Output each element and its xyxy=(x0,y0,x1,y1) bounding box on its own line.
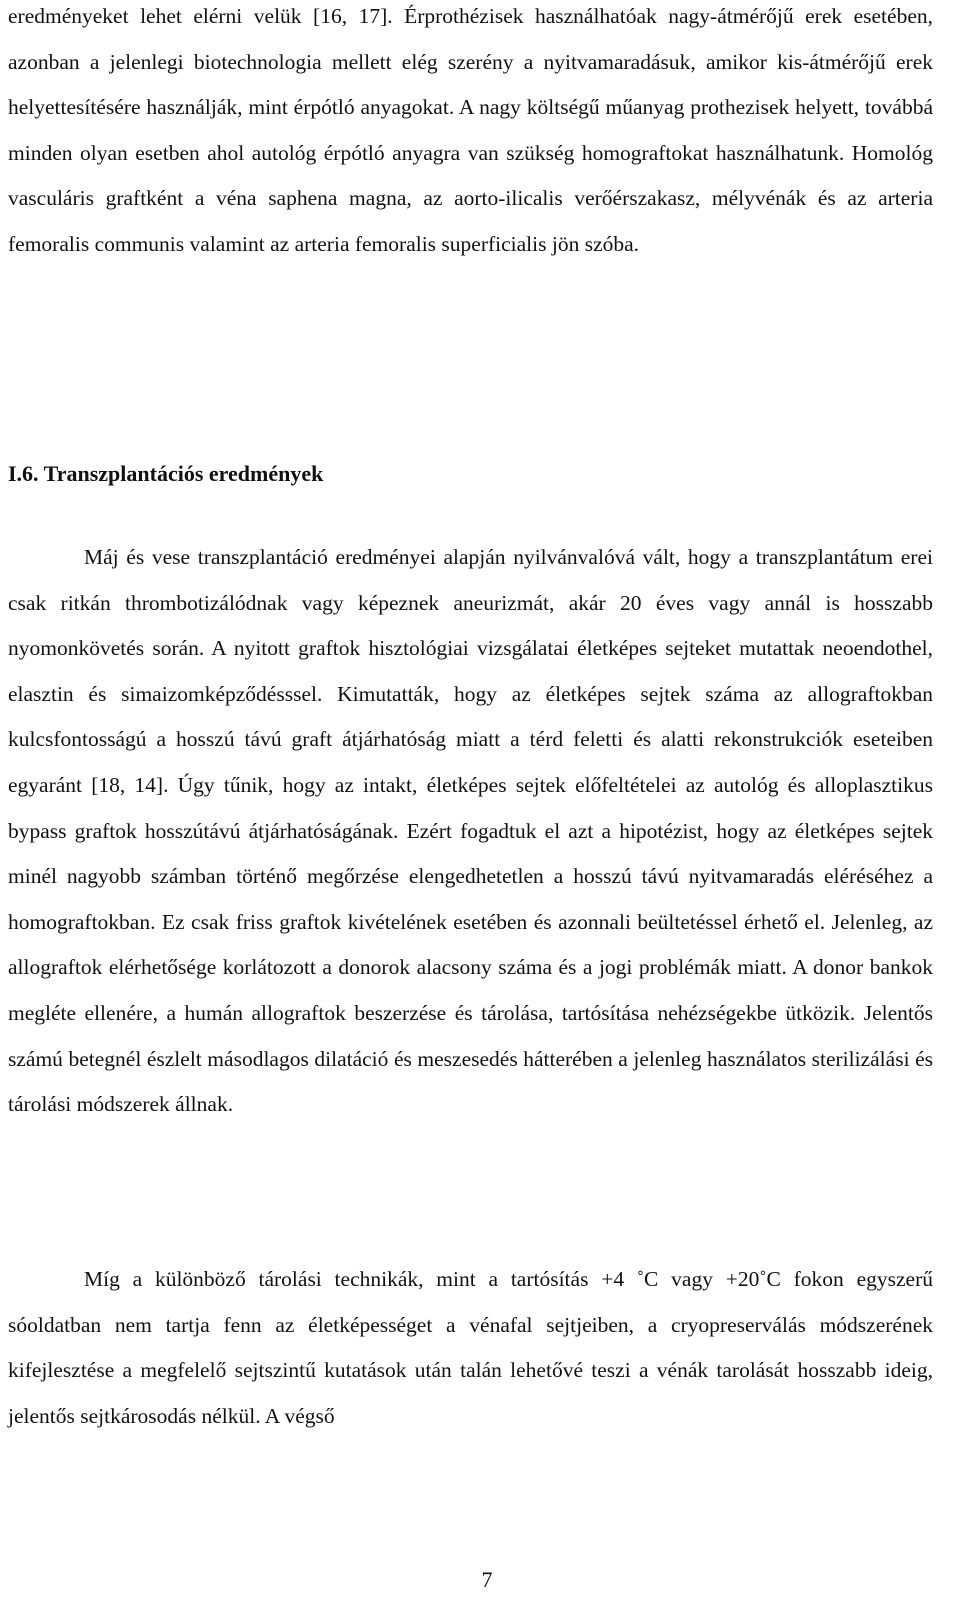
paragraph-homograft-intro: eredményeket lehet elérni velük [16, 17]. Érprothézisek használhatóak nagy-átmérőjű erek esetében, azonban a jelenlegi biotechnologia mellett elég szerény a nyitvamaradásuk, amikor kis-átmérőjű erek helyettesítésére használják, mint érpótló anyagokat. A nagy költségű műanyag prothezisek helyett, továbbá minden olyan esetben ahol autológ érpótló anyagra van szükség homograftokat használhatunk. Homológ vasculáris graftként a véna saphena magna, az aorto-ilicalis verőérszakasz, mélyvénák és az arteria femoralis communis valamint az arteria femoralis superficialis jön szóba. xyxy=(8,4,933,256)
paragraph-storage-techniques: Míg a különböző tárolási technikák, mint a tartósítás +4 ˚C vagy +20˚C fokon egyszerű sóoldatban nem tartja fenn az életképességet a vénafal sejtjeiben, a cryopreserválás módszerének kifejlesztése a megfelelő sejtszintű kutatások után talán lehetővé teszi a vénák tarolását hosszabb ideig, jelentős sejtkárosodás nélkül. A végső xyxy=(8,1267,933,1428)
paragraph-transplant-results: Máj és vese transzplantáció eredményei alapján nyilvánvalóvá vált, hogy a transzplantátum erei csak ritkán thrombotizálódnak vagy képeznek aneurizmát, akár 20 éves vagy annál is hosszabb nyomonkövetés során. A nyitott graftok hisztológiai vizsgálatai életképes sejteket mutattak neoendothel, elasztin és simaizomképződésssel. Kimutatták, hogy az életképes sejtek száma az allograftokban kulcsfontosságú a hosszú távú graft átjárhatóság miatt a térd feletti és alatti rekonstrukciók eseteiben egyaránt [18, 14]. Úgy tűnik, hogy az intakt, életképes sejtek előfeltételei az autológ és alloplasztikus bypass graftok hosszútávú átjárhatóságának. Ezért fogadtuk el azt a hipotézist, hogy az életképes sejtek minél nagyobb számban történő megőrzése elengedhetetlen a hosszú távú nyitvamaradás eléréséhez a homograftokban. Ez csak friss graftok kivételének esetében és azonnali beültetéssel érhető el. Jelenleg, az allograftok elérhetősége korlátozott a donorok alacsony száma és a jogi problémák miatt. A donor bankok megléte ellenére, a humán allograftok beszerzése és tárolása, tartósítása nehézségekbe ütközik. Jelentős számú betegnél észlelt másodlagos dilatáció és meszesedés hátterében a jelenleg használatos sterilizálási és tárolási módszerek állnak. xyxy=(8,545,933,1117)
section-heading: I.6. Transzplantációs eredmények xyxy=(8,461,324,486)
page-number: 7 xyxy=(481,1567,493,1592)
